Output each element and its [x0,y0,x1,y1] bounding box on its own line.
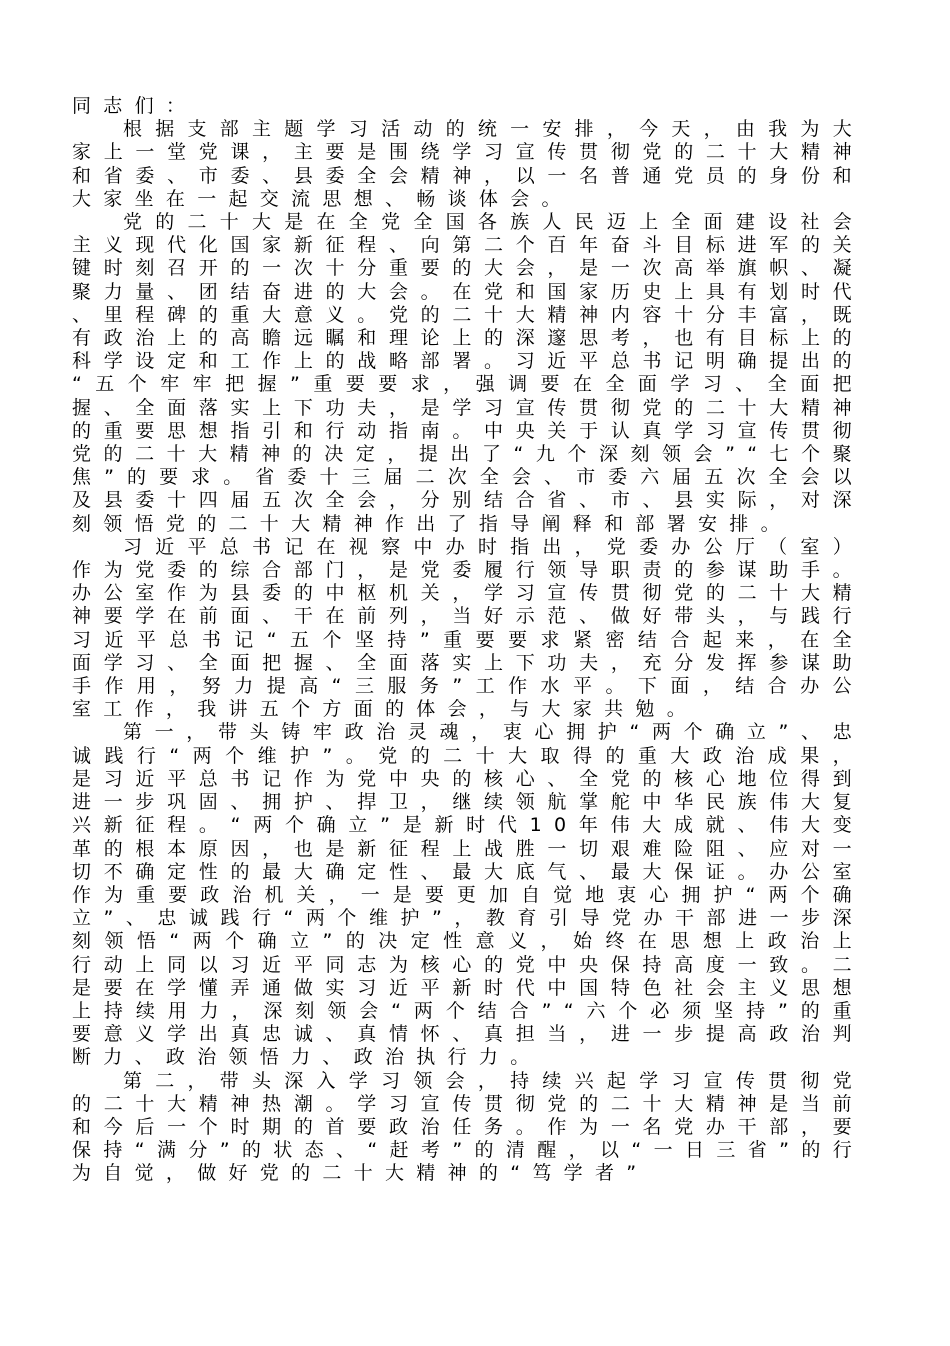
paragraph-intro: 根据支部主题学习活动的统一安排，今天，由我为大家上一堂党课，主要是围绕学习宣传贯彻党的二十大精神和省委、市委、县委全会精神，以一名普通党员的身份和大家坐在一起交流思想、畅谈体会。 [72,118,864,210]
document-page [72,95,864,1186]
paragraph-congress-significance: 党的二十大是在全党全国各族人民迈上全面建设社会主义现代化国家新征程、向第二个百年奋斗目标进军的关键时刻召开的一次十分重要的大会，是一次高举旗帜、凝聚力量、团结奋进的大会。在党和国家历史上具有划时代、里程碑的重大意义。党的二十大精神内容十分丰富，既有政治上的高瞻远瞩和理论上的深邃思考，也有目标上的科学设定和工作上的战略部署。习近平总书记明确提出的“五个牢牢把握”重要要求，强调要在全面学习、全面把握、全面落实上下功夫，是学习宣传贯彻党的二十大精神的重要思想指引和行动指南。中央关于认真学习宣传贯彻党的二十大精神的决定，提出了“九个深刻领会”“七个聚焦”的要求。省委十三届二次全会、市委六届五次全会以及县委十四届五次全会，分别结合省、市、县实际，对深刻领悟党的二十大精神作出了指导阐释和部署安排。 [72,211,864,535]
paragraph-office-role: 习近平总书记在视察中办时指出，党委办公厅（室）作为党委的综合部门，是党委履行领导职责的参谋助手。办公室作为县委的中枢机关，学习宣传贯彻党的二十大精神要学在前面、干在前列，当好示范、做好带头，与践行习近平总书记“五个坚持”重要要求紧密结合起来，在全面学习、全面把握、全面落实上下功夫，充分发挥参谋助手作用，努力提高“三服务”工作水平。下面，结合办公室工作，我讲五个方面的体会，与大家共勉。 [72,535,864,721]
paragraph-point-one: 第一，带头铸牢政治灵魂，衷心拥护“两个确立”、忠诚践行“两个维护”。党的二十大取得的重大政治成果，是习近平总书记作为党中央的核心、全党的核心地位得到进一步巩固、拥护、捍卫，继续领航掌舵中华民族伟大复兴新征程。“两个确立”是新时代10年伟大成就、伟大变革的根本原因，也是新征程上战胜一切艰难险阻、应对一切不确定性的最大确定性、最大底气、最大保证。办公室作为重要政治机关，一是要更加自觉地衷心拥护“两个确立”、忠诚践行“两个维护”，教育引导党办干部进一步深刻领悟“两个确立”的决定性意义，始终在思想上政治上行动上同以习近平同志为核心的党中央保持高度一致。二是要在学懂弄通做实习近平新时代中国特色社会主义思想上持续用力，深刻领会“两个结合”“六个必须坚持”的重要意义学出真忠诚、真情怀、真担当，进一步提高政治判断力、政治领悟力、政治执行力。 [72,721,864,1069]
paragraph-point-two: 第二，带头深入学习领会，持续兴起学习宣传贯彻党的二十大精神热潮。学习宣传贯彻党的二十大精神是当前和今后一个时期的首要政治任务。作为一名党办干部，要保持“满分”的状态、“赶考”的清醒，以“一日三省”的行为自觉，做好党的二十大精神的“笃学者” [72,1069,864,1185]
salutation: 同志们： [72,95,198,117]
